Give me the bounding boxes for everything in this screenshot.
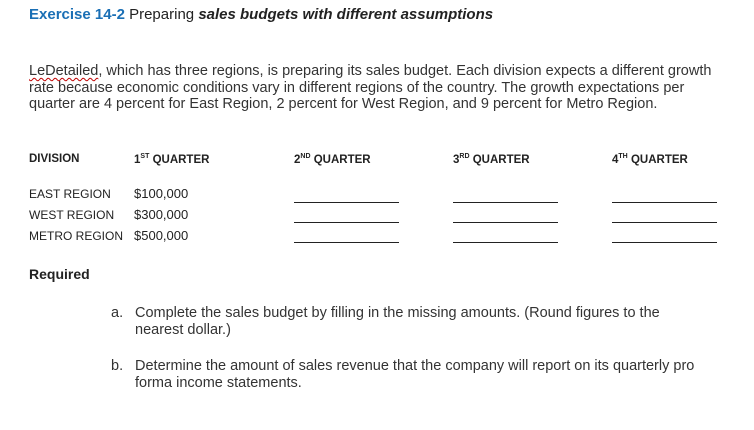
required-heading: Required (29, 266, 90, 282)
column-header-q2: 2ND QUARTER (294, 153, 371, 166)
column-header-q4: 4TH QUARTER (612, 153, 688, 166)
company-name: LeDetailed (29, 63, 99, 79)
row-label-metro: METRO REGION (29, 229, 124, 243)
item-marker: b. (111, 358, 124, 374)
column-header-division: DIVISION (29, 153, 80, 165)
west-q1-amount: $300,000 (134, 207, 189, 222)
east-q1-amount: $100,000 (134, 186, 189, 201)
required-item-b (111, 358, 711, 394)
column-header-q1: 1ST QUARTER (134, 153, 210, 166)
exercise-title (29, 6, 493, 23)
column-header-q3: 3RD QUARTER (453, 153, 530, 166)
item-text: Complete the sales budget by filling in the missing amounts. (Round figures to the nearest dollar.) (135, 305, 660, 338)
intro-paragraph (29, 63, 729, 113)
row-label-west: WEST REGION (29, 208, 115, 222)
west-q2-blank[interactable] (294, 222, 399, 223)
metro-q4-blank[interactable] (612, 242, 717, 243)
row-label-east: EAST REGION (29, 187, 111, 201)
required-item-a (111, 305, 711, 341)
intro-text: , which has three regions, is preparing its sales budget. Each division expects a different growth rate because economic conditions vary in different regions of the country. The growth expectations per quarter are 4 percent for East Region, 2 percent for West Region, and 9 percent for Metro Region. (29, 63, 712, 112)
metro-q1-amount: $500,000 (134, 228, 189, 243)
metro-q2-blank[interactable] (294, 242, 399, 243)
west-q3-blank[interactable] (453, 222, 558, 223)
item-marker: a. (111, 305, 124, 321)
exercise-topic-plain: Preparing (129, 6, 195, 23)
east-q2-blank[interactable] (294, 202, 399, 203)
west-q4-blank[interactable] (612, 222, 717, 223)
metro-q3-blank[interactable] (453, 242, 558, 243)
item-text: Determine the amount of sales revenue that the company will report on its quarterly pro forma income statements. (135, 358, 695, 391)
east-q3-blank[interactable] (453, 202, 558, 203)
exercise-number: Exercise 14-2 (29, 6, 125, 23)
east-q4-blank[interactable] (612, 202, 717, 203)
exercise-topic-bold: sales budgets with different assumptions (198, 6, 494, 23)
